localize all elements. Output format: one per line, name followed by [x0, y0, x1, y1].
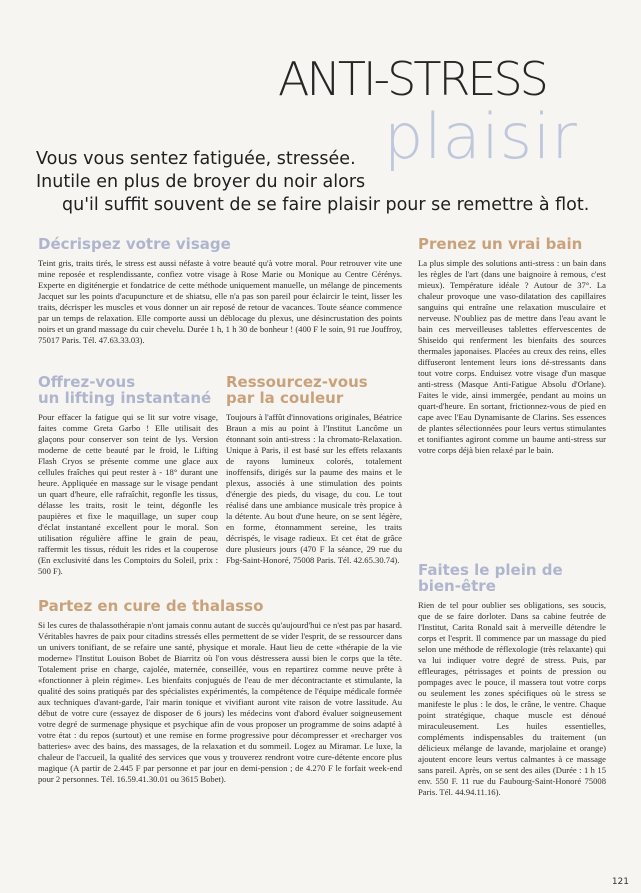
- section-visage: [38, 236, 402, 346]
- section-text: Rien de tel pour oublier ses obligations, ses soucis, que de se faire dorloter. Dans sa cabine feutrée de l'Institut, Carita Ronald sait à merveille détendre le corps et l'esprit. Il commence par un massage du pied selon une méthode de réflexologie (très relaxante) qui va lui indiquer votre degré de stress. Puis, par effleurages, pétrissages et points de pression ou pompages avec le pouce, il massera tout votre corps ou seulement les zones spécifiques où le stress se manifeste le plus : le dos, le crâne, le ventre. Chaque point stratégique, chaque muscle est dénoué miraculeusement. Les huiles essentielles, compléments indispensables du traitement (un délicieux mélange de lavande, marjolaine et orange) ajoutent encore leurs vertus calmantes à ce massage sans pareil. Après, on se sent des ailes (Durée : 1 h 15 env. 550 F. 11 rue du Faubourg-Saint-Honoré 75008 Paris. Tél. 44.94.11.16).: [418, 600, 606, 797]
- heading-line: par la couleur: [226, 389, 344, 407]
- intro-line: Vous vous sentez fatiguée, stressée.: [36, 149, 356, 169]
- section-heading: Décrispez votre visage: [38, 235, 231, 253]
- section-heading: Partez en cure de thalasso: [38, 597, 264, 615]
- heading-line: Ressourcez-vous: [226, 373, 368, 391]
- intro-line: qu'il suffit souvent de se faire plaisir pour se remettre à flot.: [62, 195, 590, 215]
- section-text: Teint gris, traits tirés, le stress est aussi néfaste à votre beauté qu'à votre moral. Pour retrouver vite une mine reposée et resplendissante, confiez votre visage à Rose Marie ou Monique au Centre Cérénys. Experte en digiténergie et fondatrice de cette méthode uniquement manuelle, un mélange de pincements Jacquet sur les points d'acupuncture et de shiatsu, elle n'a pas son pareil pour éclaircir le teint, lisser les traits, décrisper les muscles et vous donner un air reposé de retour de vacances. Toute séance commence par un temps de relaxation. Elle comporte aussi un déblocage du plexus, une désincrustation des points noirs et un grand massage du cuir chevelu. Durée 1 h, 1 h 30 de bonheur ! (400 F le soin, 91 rue Jouffroy, 75017 Paris. Tél. 47.63.33.03).: [38, 258, 402, 345]
- section-heading: [38, 374, 218, 406]
- intro-text: [36, 148, 606, 217]
- intro-line: Inutile en plus de broyer du noir alors: [36, 172, 366, 192]
- heading-line: Offrez-vous: [38, 373, 136, 391]
- page-number: 121: [611, 877, 629, 887]
- heading-line: bien-être: [418, 577, 496, 595]
- section-lifting: [38, 374, 218, 577]
- section-heading: [418, 562, 606, 594]
- heading-line: Faites le plein de: [418, 561, 563, 579]
- section-text: Pour effacer la fatigue qui se lit sur votre visage, faites comme Greta Garbo ! Elle utilisait des glaçons pour conserver son teint de lys. Version moderne de cette beauté par le froid, le Lifting Flash Cryos se présente comme une glace aux cellules fraîches qui peut rester à - 18° durant une heure. Appliquée en massage sur le visage pendant un quart d'heure, elle rafraîchit, regonfle les tissus, délasse les traits, rosit le teint, dégonfle les paupières et fixe le maquillage, un super coup d'éclat instantané excellent pour le moral. Son utilisation régulière affine le grain de peau, raffermit les tissus, réduit les rides et la couperose (En exclusivité dans les Comptoirs du Soleil, prix : 500 F).: [38, 412, 218, 576]
- section-heading: [226, 374, 402, 406]
- section-text: Si les cures de thalassothérapie n'ont jamais connu autant de succès qu'aujourd'hui ce n'est pas par hasard. Véritables havres de paix pour citadins stressés elles permettent de se vider l'esprit, de se ressourcer dans un univers tonifiant, de se refaire une santé, physique et morale. Haut lieu de cette «thérapie de la vie moderne» l'Institut Louison Bobet de Biarritz où l'on vous déstressera aussi bien le corps que la tête. Totalement prise en charge, cajolée, maternée, conseillée, vous en repartirez comme neuve prête à «fonctionner à plein régime». Les bienfaits conjugués de l'eau de mer décontractante et stimulante, la qualité des soins pratiqués par des spécialistes expérimentés, la compétence de l'équipe médicale formée aux techniques d'avant-garde, l'air marin tonique et vivifiant auront vite raison de votre lassitude. Au début de votre cure (essayez de disposer de 6 jours) les médecins vont d'abord évaluer soigneusement votre degré de surmenage physique et psychique afin de vous proposer un programme de soins adapté à votre état : du repos (surtout) et une remise en forme progressive pour décompresser et «recharger vos batteries» avec des bains, des massages, de la relaxation et du sommeil. Logez au Miramar. Le luxe, la chaleur de l'accueil, la qualité des services que vous y trouverez rendront votre cure-détente encore plus magique (A partir de 2.445 F par personne et par jour en demi-pension ; de 4.270 F le forfait week-end pour 2 personnes. Tél. 16.59.41.30.01 ou 3615 Bobet).: [38, 620, 402, 784]
- section-plein: [418, 562, 606, 798]
- section-thalasso: [38, 598, 402, 785]
- section-text: La plus simple des solutions anti-stress : un bain dans les règles de l'art (dans une baignoire à remous, c'est mieux). Température idéale ? Autour de 37°. La chaleur provoque une vaso-dilatation des capillaires sanguins qui entraîne une relaxation musculaire et nerveuse. N'oubliez pas de mettre dans l'eau avant le bain ces merveilleuses tablettes effervescentes de Shiseido qui renferment les bienfaits des sources thermales japonaises. Placées au creux des reins, elles diffuseront lentement leurs ions dé-stressants dans tout votre corps. Enduisez votre visage d'un masque anti-stress (Masque Anti-Fatigue Absolu d'Orlane). Faites le vide, ainsi immergée, pendant au moins un quart-d'heure. En sortant, frictionnez-vous de pied en cape avec l'Eau Dynamisante de Clarins. Ses essences de plantes sélectionnées pour leurs vertus stimulantes et tonifiantes agiront comme un baume anti-stress sur votre corps déjà bien relaxé par le bain.: [418, 258, 606, 455]
- section-text: Toujours à l'affût d'innovations originales, Béatrice Braun a mis au point à l'Institut Lancôme un étonnant soin anti-stress : la chromato-Relaxation. Unique à Paris, il est basé sur les effets relaxants de rayons lumineux colorés, totalement inoffensifs, dirigés sur la paume des mains et le plexus, associés à une stimulation des points d'énergie des pieds, du visage, du cou. Le tout réalisé dans une ambiance musicale très propice à la détente. Au bout d'une heure, on se sent légère, en forme, étonnamment sereine, les traits décrispés, le visage radieux. Et cet état de grâce dure plusieurs jours (470 F la séance, 29 rue du Fbg-Saint-Honoré, 75008 Paris. Tél. 42.65.30.74).: [226, 412, 402, 565]
- section-bain: [418, 236, 606, 456]
- page-subtitle: plaisir: [384, 100, 578, 173]
- heading-line: un lifting instantané: [38, 389, 212, 407]
- section-heading: Prenez un vrai bain: [418, 235, 583, 253]
- section-couleur: [226, 374, 402, 566]
- page-title: ANTI-STRESS: [278, 52, 546, 106]
